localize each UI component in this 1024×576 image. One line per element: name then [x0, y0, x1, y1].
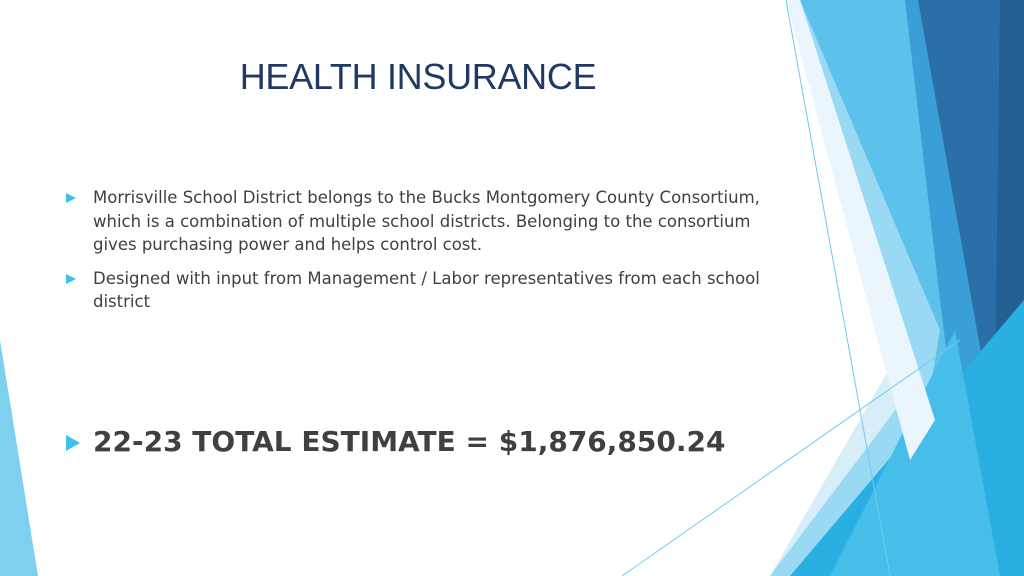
bullet-list: [64, 186, 794, 324]
total-estimate-text: 22-23 TOTAL ESTIMATE = $1,876,850.24: [93, 425, 726, 458]
triangle-arrow-icon: [66, 435, 80, 451]
total-estimate: [64, 422, 833, 462]
list-item: [64, 186, 794, 257]
left-facet: [0, 340, 38, 576]
list-item: [64, 267, 794, 314]
triangle-arrow-icon: [66, 274, 76, 284]
bullet-text: Morrisville School District belongs to the Bucks Montgomery County Consortium, which is a combination of multiple school districts. Belonging to the consortium gives purchasing power and helps control cost.: [93, 188, 760, 254]
bullet-text: Designed with input from Management / Labor representatives from each school district: [93, 268, 760, 311]
triangle-arrow-icon: [66, 193, 76, 203]
page-title: HEALTH INSURANCE: [239, 56, 597, 97]
